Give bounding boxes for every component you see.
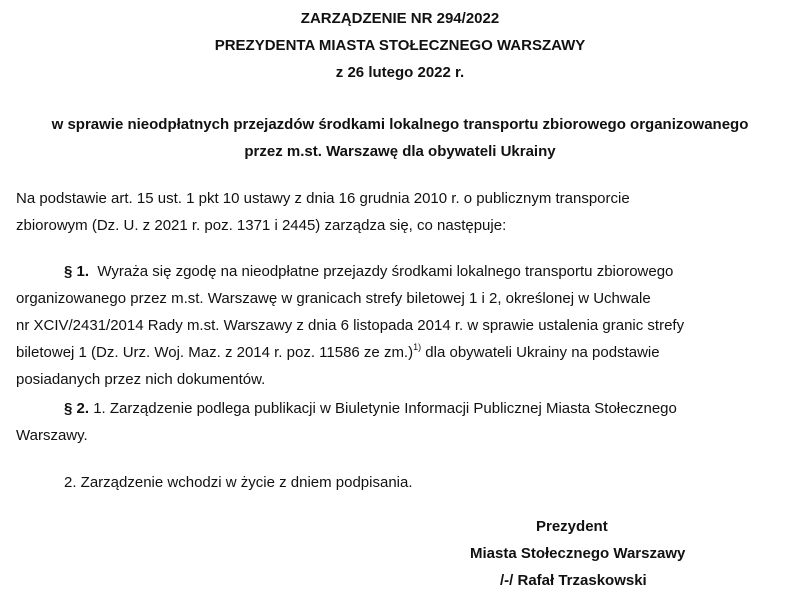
section-1-text-line-2: organizowanego przez m.st. Warszawę w granicach strefy biletowej 1 i 2, określonej w Uchwale [16,290,651,307]
section-1-first-line [64,263,673,280]
section-1-marker: § 1. [64,263,90,280]
section-2-marker: § 2. [64,400,90,417]
document-date: z 26 lutego 2022 r. [335,64,465,81]
section-2-text-line-1: 1. Zarządzenie podlega publikacji w Biuletynie Informacji Publicznej Miasta Stołecznego [93,400,677,417]
section-1-text-line-4 [16,344,660,361]
subject-line-1: w sprawie nieodpłatnych przejazdów środkami lokalnego transportu zbiorowego organizowanego [51,116,749,133]
section-2-text-line-2: Warszawy. [16,427,88,444]
preamble-line-2: zbiorowym (Dz. U. z 2021 r. poz. 1371 i 2445) zarządza się, co następuje: [16,217,507,234]
issuer-title: PREZYDENTA MIASTA STOŁECZNEGO WARSZAWY [214,37,586,54]
preamble-line-1: Na podstawie art. 15 ust. 1 pkt 10 ustawy z dnia 16 grudnia 2010 r. o publicznym transporcie [16,190,630,207]
section-1-text-line-5: posiadanych przez nich dokumentów. [16,371,266,388]
section-1-text-line-3: nr XCIV/2431/2014 Rady m.st. Warszawy z dnia 6 listopada 2014 r. w sprawie ustalenia granic strefy [16,317,685,334]
section-2-first-line [64,400,677,417]
signature-office: Miasta Stołecznego Warszawy [470,545,686,562]
subject-line-2: przez m.st. Warszawę dla obywateli Ukrainy [244,143,556,160]
section-1-line-4-before: biletowej 1 (Dz. Urz. Woj. Maz. z 2014 r. poz. 11586 ze zm.) [16,344,414,361]
section-1-line-4-after: dla obywateli Ukrainy na podstawie [421,344,660,361]
section-2-point-2: 2. Zarządzenie wchodzi w życie z dniem podpisania. [64,474,413,491]
signature-role: Prezydent [536,518,608,535]
signature-name: /-/ Rafał Trzaskowski [500,572,647,589]
document-title: ZARZĄDZENIE NR 294/2022 [300,10,500,27]
section-1-text-line-1: Wyraża się zgodę na nieodpłatne przejazdy środkami lokalnego transportu zbiorowego [97,263,674,280]
footnote-marker: 1) [413,342,422,352]
